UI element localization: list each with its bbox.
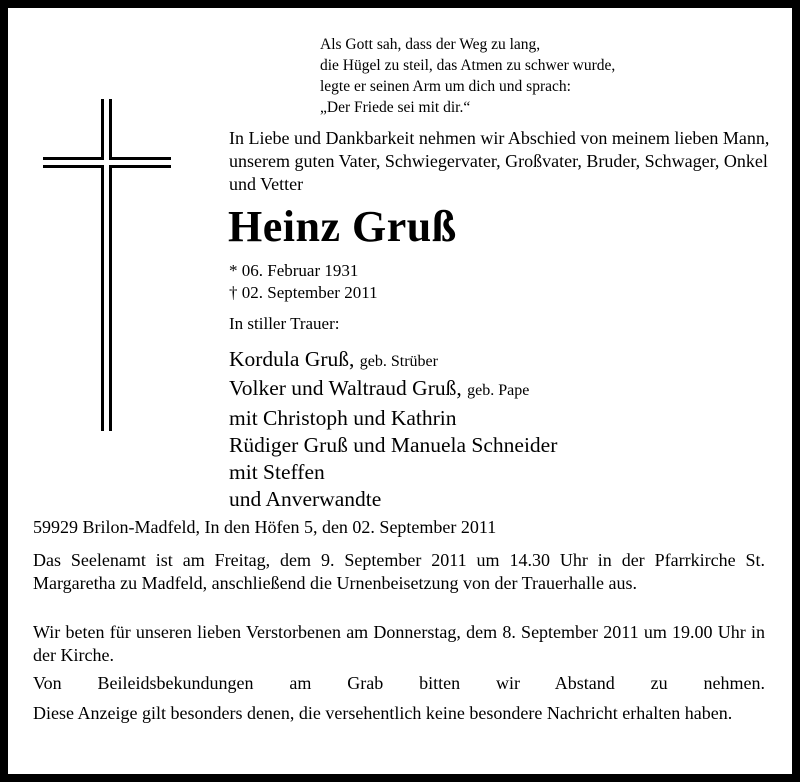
family-member bbox=[229, 405, 557, 432]
family-member: Volker und Waltraud Gruß, geb. Pape bbox=[229, 376, 530, 401]
death-date: † 02. September 2011 bbox=[229, 283, 378, 302]
poem-line: die Hügel zu steil, das Atmen zu schwer wurde, bbox=[320, 57, 616, 74]
poem-line: legte er seinen Arm um dich und sprach: bbox=[320, 78, 571, 95]
mourning-label: In stiller Trauer: bbox=[229, 314, 340, 333]
family-member-suffix: geb. Pape bbox=[467, 382, 530, 400]
family-member-name: mit Steffen bbox=[229, 460, 325, 485]
condolences-paragraph: Von Beileidsbekundungen am Grab bitten wir Abstand zu nehmen. bbox=[33, 673, 765, 693]
family-member bbox=[229, 432, 557, 459]
family-member-name: Volker und Waltraud Gruß bbox=[229, 376, 457, 401]
family-member-suffix: geb. Strüber bbox=[359, 353, 438, 370]
family-member-name: mit Christoph und Kathrin bbox=[229, 405, 457, 430]
life-dates bbox=[229, 260, 378, 304]
birth-date: * 06. Februar 1931 bbox=[229, 261, 359, 280]
obituary-card bbox=[8, 8, 792, 774]
address-line: 59929 Brilon-Madfeld, In den Höfen 5, den 02. September 2011 bbox=[33, 517, 497, 537]
family-member-name: Kordula Gruß bbox=[229, 347, 350, 371]
deceased-name: Heinz Gruß bbox=[228, 202, 457, 251]
intro-text: In Liebe und Dankbarkeit nehmen wir Abschied von meinem lieben Mann, unserem guten Vater, Schwiegervater, Großvater, Bruder, Schwager, Onkel und Vetter bbox=[229, 128, 770, 194]
family-list bbox=[229, 346, 557, 514]
family-member-name: Rüdiger Gruß und Manuela Schneider bbox=[229, 432, 558, 457]
poem-line: Als Gott sah, dass der Weg zu lang, bbox=[320, 36, 541, 53]
prayer-paragraph: Wir beten für unseren lieben Verstorbenen am Donnerstag, dem 8. September 2011 um 19.00 Uhr in der Kirche. bbox=[33, 622, 765, 665]
family-member: Kordula Gruß, geb. Strüber bbox=[229, 347, 438, 371]
family-member bbox=[229, 486, 557, 513]
service-paragraph: Das Seelenamt ist am Freitag, dem 9. September 2011 um 14.30 Uhr in der Pfarrkirche St. Margaretha zu Madfeld, anschließend die Urnenbeisetzung von der Trauerhalle aus. bbox=[33, 550, 765, 593]
poem-line: „Der Friede sei mit dir.“ bbox=[320, 99, 471, 116]
notice-paragraph: Diese Anzeige gilt besonders denen, die versehentlich keine besondere Nachricht erhalten haben. bbox=[33, 703, 733, 723]
family-member bbox=[229, 459, 557, 486]
family-member-name: und Anverwandte bbox=[229, 487, 382, 512]
